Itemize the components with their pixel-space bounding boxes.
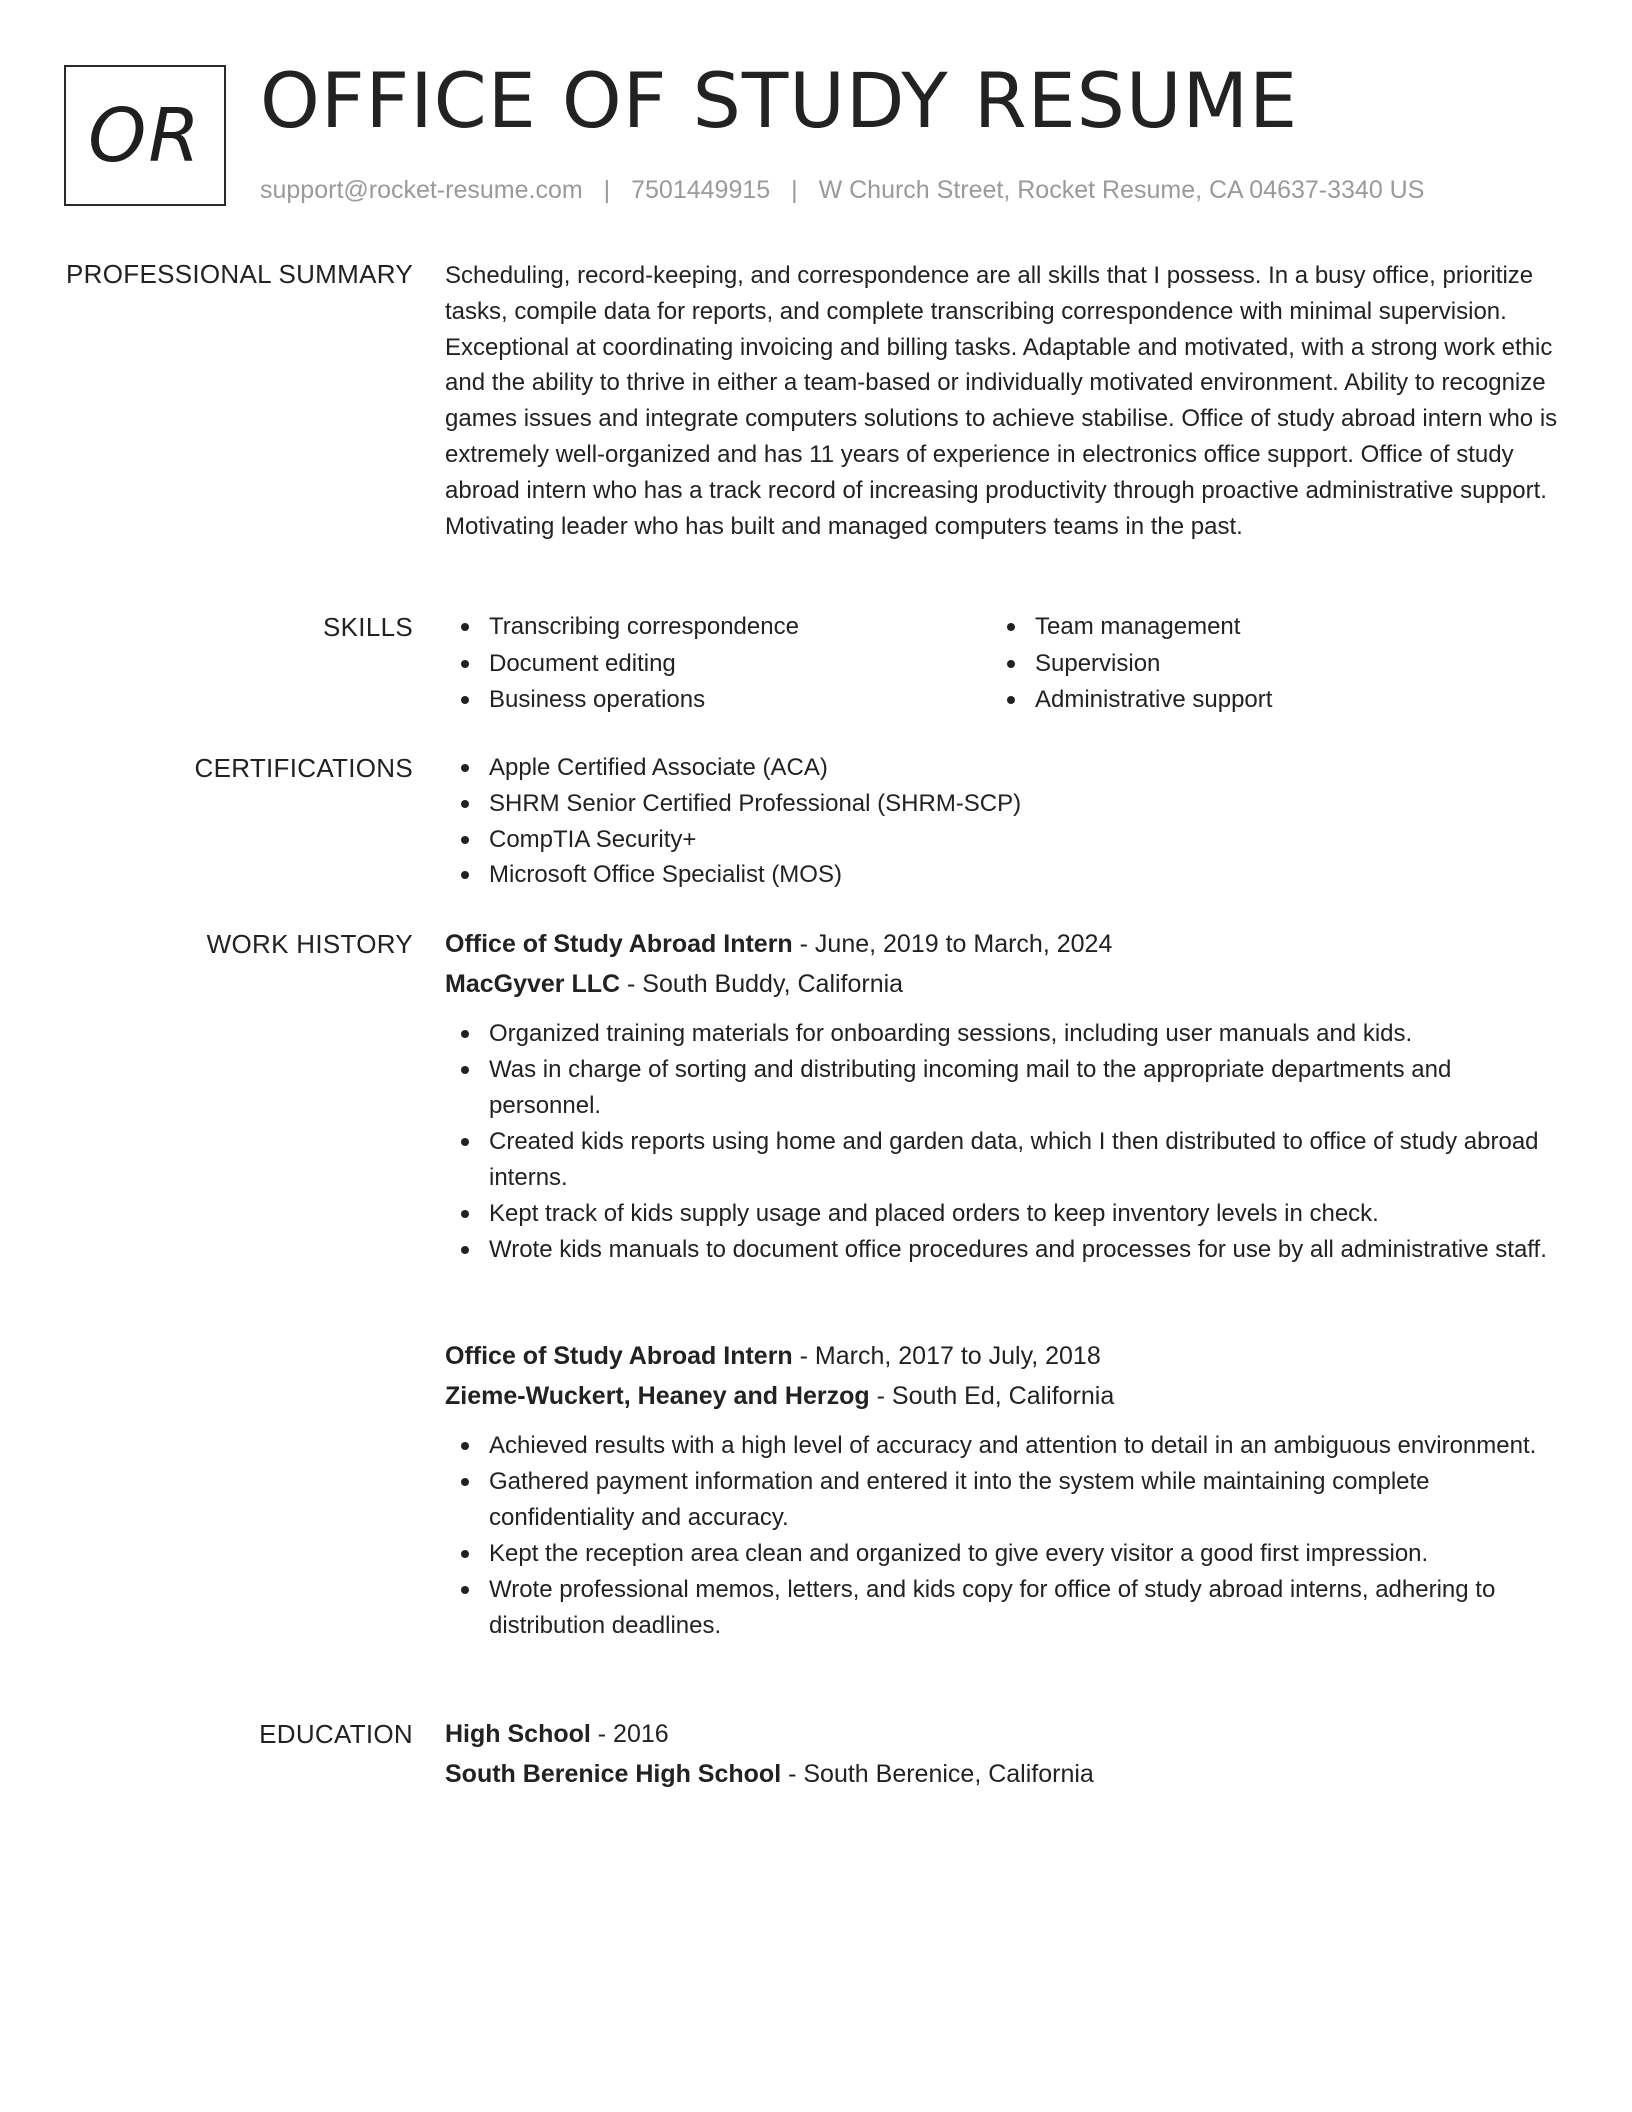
education-school-line [445,1754,1560,1794]
job-duty-item: Achieved results with a high level of accuracy and attention to detail in an ambiguous environment. [445,1428,1560,1464]
job-duty-item: Kept track of kids supply usage and placed orders to keep inventory levels in check. [445,1196,1560,1232]
job-company: Zieme-Wuckert, Heaney and Herzog [445,1382,870,1410]
education-location: - South Berenice, California [781,1760,1094,1788]
job-duties-list [445,1016,1560,1268]
job-location: - South Ed, California [869,1382,1115,1410]
certification-item: Microsoft Office Specialist (MOS) [445,857,1560,893]
education-body [445,1714,1560,1794]
certification-item: Apple Certified Associate (ACA) [445,750,1560,786]
certification-item: SHRM Senior Certified Professional (SHRM-SCP) [445,786,1560,822]
skill-item: Document editing [445,646,991,683]
certifications-body [445,750,1560,893]
job-duty-item: Wrote kids manuals to document office procedures and processes for use by all administrative staff. [445,1232,1560,1268]
contact-email: support@rocket-resume.com [260,176,583,204]
section-heading-certifications: CERTIFICATIONS [194,753,413,783]
education-degree-line [445,1714,1560,1754]
skill-item: Transcribing correspondence [445,609,991,646]
job-duty-item: Wrote professional memos, letters, and kids copy for office of study abroad interns, adhering to distribution deadlines. [445,1572,1560,1644]
job-location: - South Buddy, California [620,970,904,998]
skills-column-left [445,609,991,719]
job-duty-item: Was in charge of sorting and distributing incoming mail to the appropriate departments and personnel. [445,1052,1560,1124]
certification-item: CompTIA Security+ [445,822,1560,858]
job-duties-list [445,1428,1560,1644]
job-dates: - June, 2019 to March, 2024 [792,930,1113,958]
section-heading-summary: PROFESSIONAL SUMMARY [66,259,413,289]
section-heading-skills: SKILLS [323,612,413,642]
job-title-line [445,924,1560,964]
contact-separator: | [603,176,611,204]
skill-item: Administrative support [991,682,1537,719]
education-school: South Berenice High School [445,1760,782,1788]
monogram-logo [64,65,226,206]
skills-column-right [991,609,1537,719]
contact-address: W Church Street, Rocket Resume, CA 04637-3340 US [818,176,1425,204]
job-title: Office of Study Abroad Intern [445,930,793,958]
job-title-line [445,1336,1560,1376]
job-duty-item: Created kids reports using home and garden data, which I then distributed to office of study abroad interns. [445,1124,1560,1196]
skills-body [445,609,1560,719]
contact-separator: | [791,176,798,204]
skill-item: Supervision [991,646,1537,683]
job-duty-item: Gathered payment information and entered it into the system while maintaining complete confidentiality and accuracy. [445,1464,1560,1536]
job-title: Office of Study Abroad Intern [445,1342,793,1370]
education-degree: High School [445,1720,591,1748]
skill-item: Business operations [445,682,991,719]
education-year: - 2016 [590,1720,669,1748]
job-duty-item: Organized training materials for onboarding sessions, including user manuals and kids. [445,1016,1560,1052]
contact-phone: 7501449915 [631,176,771,204]
summary-body [445,258,1560,544]
summary-text: Scheduling, record-keeping, and correspondence are all skills that I possess. In a busy office, prioritize tasks, compile data for reports, and complete transcribing correspondence with minimal supervision. Exceptional at coordinating invoicing and billing tasks. Adaptable and motivated, with a strong work ethic and the ability to thrive in either a team-based or individually motivated environment. Ability to recognize games issues and integrate computers solutions to achieve stabilise. Office of study abroad intern who is extremely well-organized and has 11 years of experience in electronics office support. Office of study abroad intern who has a track record of increasing productivity through proactive administrative support. Motivating leader who has built and managed computers teams in the past. [445,262,1558,540]
monogram-text: OR [88,92,202,179]
job-entry [445,924,1560,1268]
skill-item: Team management [991,609,1537,646]
certifications-list [445,750,1560,893]
section-heading-work-history: WORK HISTORY [206,929,413,959]
job-dates: - March, 2017 to July, 2018 [792,1342,1101,1370]
job-company-line [445,964,1560,1004]
section-heading-education: EDUCATION [259,1719,413,1749]
resume-title: OFFICE OF STUDY RESUME [260,56,1299,145]
job-company-line [445,1376,1560,1416]
job-entry [445,1336,1560,1644]
job-company: MacGyver LLC [445,970,621,998]
contact-line [260,174,1424,206]
job-duty-item: Kept the reception area clean and organized to give every visitor a good first impression. [445,1536,1560,1572]
